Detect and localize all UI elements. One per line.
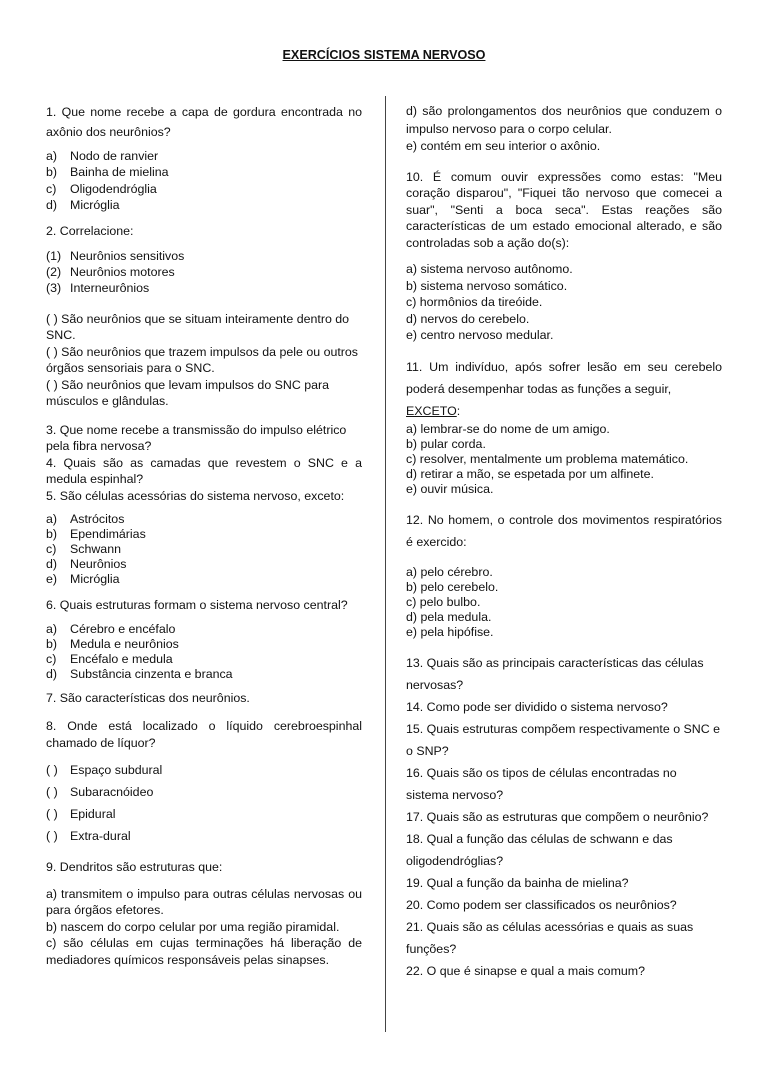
question-9-option: e) contém em seu interior o axônio. <box>406 139 601 153</box>
question-7: 7. São características dos neurônios. <box>46 690 250 705</box>
open-question-22: 22. O que é sinapse e qual a mais comum? <box>406 963 645 978</box>
question-12-option: b) pelo cerebelo. <box>406 579 499 594</box>
open-question-15: 15. Quais estruturas compõem respectivamente o SNC e o SNP? <box>406 721 721 758</box>
page-title: EXERCÍCIOS SISTEMA NERVOSO <box>282 48 486 62</box>
question-9-option: d) são prolongamentos dos neurônios que conduzem o impulso nervoso para o corpo celular. <box>406 104 722 136</box>
correlation-item: ( ) São neurônios que trazem impulsos da pele ou outros órgãos sensoriais para o SNC. <box>46 344 359 376</box>
option: e) Micróglia <box>46 572 120 587</box>
question-9-option: b) nascem do corpo celular por uma região piramidal. <box>46 919 340 934</box>
option: ( ) Subaracnóideo <box>46 785 154 800</box>
option: c) Encéfalo e medula <box>46 651 173 666</box>
question-12: 12. No homem, o controle dos movimentos respiratórios é exercido: <box>406 512 722 549</box>
question-10-option: a) sistema nervoso autônomo. <box>406 262 573 276</box>
option: d) Substância cinzenta e branca <box>46 666 233 681</box>
question-8: 8. Onde está localizado o líquido cerebroespinhal chamado de líquor? <box>46 719 362 750</box>
option: ( ) Epidural <box>46 807 116 822</box>
left-column <box>46 102 362 968</box>
question-3: 3. Que nome recebe a transmissão do impulso elétrico pela fibra nervosa? <box>46 422 347 454</box>
question-11-option: d) retirar a mão, se espetada por um alfinete. <box>406 466 654 481</box>
option: c) Oligodendróglia <box>46 181 157 196</box>
question-2-list <box>46 248 362 297</box>
question-9-option: c) são células em cujas terminações há liberação de mediadores químicos responsáveis pelas sinapses. <box>46 936 362 967</box>
question-11-option: e) ouvir música. <box>406 481 494 496</box>
open-question-14: 14. Como pode ser dividido o sistema nervoso? <box>406 699 668 714</box>
question-12-option: d) pela medula. <box>406 609 492 624</box>
option: a) Cérebro e encéfalo <box>46 621 176 636</box>
option: a) Astrócitos <box>46 512 125 527</box>
correlation-item: ( ) São neurônios que se situam inteiramente dentro do SNC. <box>46 311 350 343</box>
option: b) Ependimárias <box>46 527 146 542</box>
question-5: 5. São células acessórias do sistema nervoso, exceto: <box>46 488 345 503</box>
option: a) Nodo de ranvier <box>46 149 159 163</box>
exceto-emphasis: EXCETO <box>406 403 457 418</box>
question-10-option: c) hormônios da tireóide. <box>406 295 543 309</box>
question-10-option: e) centro nervoso medular. <box>406 328 554 342</box>
option: d) Micróglia <box>46 198 120 213</box>
open-question-17: 17. Quais são as estruturas que compõem o neurônio? <box>406 809 709 824</box>
option: ( ) Extra-dural <box>46 829 131 844</box>
question-9-option: a) transmitem o impulso para outras células nervosas ou para órgãos efetores. <box>46 886 362 918</box>
question-10: 10. É comum ouvir expressões como estas: "Meu coração disparou", "Fiquei tão nervoso que comecei a suar", "Senti a boca seca". Estas reações são características de um estado emocional alterado, e são controladas sob a ação do(s): <box>406 169 722 250</box>
open-question-13: 13. Quais são as principais características das células nervosas? <box>406 655 704 692</box>
question-1-options <box>46 148 362 214</box>
question-1: 1. Que nome recebe a capa de gordura encontrada no axônio dos neurônios? <box>46 105 362 139</box>
question-8-options <box>46 759 362 847</box>
list-item: (1) Neurônios sensitivos <box>46 248 185 263</box>
open-question-18: 18. Qual a função das células de schwann e das oligodendróglias? <box>406 831 673 868</box>
question-11-option: c) resolver, mentalmente um problema matemático. <box>406 451 689 466</box>
option: b) Bainha de mielina <box>46 165 169 180</box>
question-10-option: d) nervos do cerebelo. <box>406 311 530 326</box>
open-question-19: 19. Qual a função da bainha de mielina? <box>406 875 629 890</box>
correlation-item: ( ) São neurônios que levam impulsos do SNC para músculos e glândulas. <box>46 377 330 409</box>
open-questions <box>406 652 722 982</box>
option: d) Neurônios <box>46 557 127 572</box>
question-2: 2. Correlacione: <box>46 223 134 238</box>
column-divider <box>385 96 386 1032</box>
open-question-20: 20. Como podem ser classificados os neurônios? <box>406 897 677 912</box>
list-item: (3) Interneurônios <box>46 281 150 296</box>
question-10-option: b) sistema nervoso somático. <box>406 278 568 293</box>
question-12-option: c) pelo bulbo. <box>406 594 481 609</box>
option: ( ) Espaço subdural <box>46 763 163 778</box>
question-11-option: b) pular corda. <box>406 436 486 451</box>
option: c) Schwann <box>46 542 121 557</box>
question-12-option: e) pela hipófise. <box>406 624 494 639</box>
option: b) Medula e neurônios <box>46 636 179 651</box>
question-9: 9. Dendritos são estruturas que: <box>46 860 223 875</box>
question-12-option: a) pelo cérebro. <box>406 564 493 579</box>
question-6-options <box>46 622 362 682</box>
question-6: 6. Quais estruturas formam o sistema nervoso central? <box>46 598 348 613</box>
open-question-21: 21. Quais são as células acessórias e quais as suas funções? <box>406 919 694 956</box>
question-5-options <box>46 512 362 587</box>
right-column <box>406 102 722 982</box>
question-4: 4. Quais são as camadas que revestem o SNC e a medula espinhal? <box>46 455 362 487</box>
list-item: (2) Neurônios motores <box>46 265 175 280</box>
question-11-option: a) lembrar-se do nome de um amigo. <box>406 421 610 436</box>
open-question-16: 16. Quais são os tipos de células encontradas no sistema nervoso? <box>406 765 677 802</box>
question-11: 11. Um indivíduo, após sofrer lesão em seu cerebelo poderá desempenhar todas as funções a seguir, EXCETO: <box>406 359 722 418</box>
